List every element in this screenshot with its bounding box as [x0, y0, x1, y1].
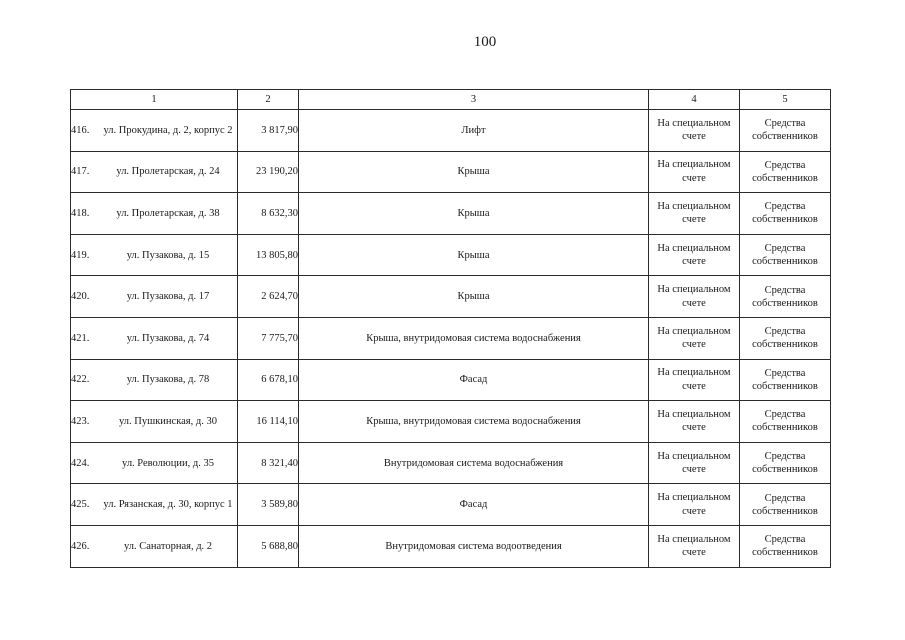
address-cell: [71, 401, 238, 443]
cost-cell: 13 805,80: [238, 234, 299, 276]
address: ул. Прокудина, д. 2, корпус 2: [103, 124, 233, 136]
cost-cell: 5 688,80: [238, 525, 299, 567]
header-col-1: 1: [71, 90, 238, 110]
cost-cell: 23 190,20: [238, 151, 299, 193]
address: ул. Пузакова, д. 15: [126, 249, 210, 261]
table-row: [71, 442, 831, 484]
account-cell: На специальном счете: [649, 317, 740, 359]
funding-source-cell: Средства собственников: [740, 193, 831, 235]
funding-source-cell: Средства собственников: [740, 110, 831, 152]
work-type-cell: Крыша: [299, 151, 649, 193]
work-type-cell: Внутридомовая система водоотведения: [299, 525, 649, 567]
cost-cell: 7 775,70: [238, 317, 299, 359]
row-number: 421.: [71, 332, 90, 344]
address-cell: [71, 234, 238, 276]
account-cell: На специальном счете: [649, 234, 740, 276]
funding-source-cell: Средства собственников: [740, 525, 831, 567]
row-number: 417.: [71, 166, 90, 178]
account-cell: На специальном счете: [649, 276, 740, 318]
table-row: [71, 193, 831, 235]
table-header: [71, 90, 831, 110]
row-number: 424.: [71, 457, 90, 469]
repair-register-table: [70, 89, 831, 568]
address: ул. Санаторная, д. 2: [123, 540, 213, 552]
header-col-5: 5: [740, 90, 831, 110]
address: ул. Пролетарская, д. 38: [116, 207, 220, 219]
table-row: [71, 317, 831, 359]
work-type-cell: Внутридомовая система водоснабжения: [299, 442, 649, 484]
address: ул. Пролетарская, д. 24: [116, 166, 220, 178]
work-type-cell: Крыша: [299, 234, 649, 276]
row-number: 418.: [71, 207, 90, 219]
address: ул. Революции, д. 35: [122, 457, 214, 469]
table-row: [71, 484, 831, 526]
table-row: [71, 359, 831, 401]
funding-source-cell: Средства собственников: [740, 276, 831, 318]
funding-source-cell: Средства собственников: [740, 442, 831, 484]
table-row: [71, 110, 831, 152]
table-body: [71, 110, 831, 568]
row-number: 425.: [71, 499, 90, 511]
row-number: 423.: [71, 415, 90, 427]
account-cell: На специальном счете: [649, 151, 740, 193]
address-cell: [71, 193, 238, 235]
address: ул. Рязанская, д. 30, корпус 1: [103, 499, 233, 511]
account-cell: На специальном счете: [649, 359, 740, 401]
funding-source-cell: Средства собственников: [740, 234, 831, 276]
funding-source-cell: Средства собственников: [740, 401, 831, 443]
address-cell: [71, 525, 238, 567]
table-row: [71, 525, 831, 567]
table-row: [71, 276, 831, 318]
account-cell: На специальном счете: [649, 110, 740, 152]
row-number: 419.: [71, 249, 90, 261]
address: ул. Пузакова, д. 17: [126, 291, 210, 303]
header-col-2: 2: [238, 90, 299, 110]
work-type-cell: Крыша: [299, 276, 649, 318]
table-row: [71, 234, 831, 276]
address: ул. Пузакова, д. 74: [126, 332, 210, 344]
cost-cell: 6 678,10: [238, 359, 299, 401]
header-col-3: 3: [299, 90, 649, 110]
account-cell: На специальном счете: [649, 401, 740, 443]
work-type-cell: Крыша, внутридомовая система водоснабжения: [299, 401, 649, 443]
address-cell: [71, 276, 238, 318]
address-cell: [71, 484, 238, 526]
cost-cell: 3 589,80: [238, 484, 299, 526]
header-row: [71, 90, 831, 110]
work-type-cell: Лифт: [299, 110, 649, 152]
address: ул. Пушкинская, д. 30: [119, 415, 217, 427]
page-number: 100: [473, 34, 497, 50]
address-cell: [71, 317, 238, 359]
table-row: [71, 401, 831, 443]
address: ул. Пузакова, д. 78: [126, 374, 210, 386]
header-col-4: 4: [649, 90, 740, 110]
address-cell: [71, 359, 238, 401]
cost-cell: 2 624,70: [238, 276, 299, 318]
row-number: 416.: [71, 124, 90, 136]
account-cell: На специальном счете: [649, 442, 740, 484]
row-number: 420.: [71, 291, 90, 303]
row-number: 422.: [71, 374, 90, 386]
work-type-cell: Фасад: [299, 484, 649, 526]
work-type-cell: Крыша: [299, 193, 649, 235]
address-cell: [71, 442, 238, 484]
work-type-cell: Фасад: [299, 359, 649, 401]
account-cell: На специальном счете: [649, 193, 740, 235]
cost-cell: 8 632,30: [238, 193, 299, 235]
work-type-cell: Крыша, внутридомовая система водоснабжения: [299, 317, 649, 359]
account-cell: На специальном счете: [649, 484, 740, 526]
funding-source-cell: Средства собственников: [740, 151, 831, 193]
address-cell: [71, 151, 238, 193]
funding-source-cell: Средства собственников: [740, 484, 831, 526]
row-number: 426.: [71, 540, 90, 552]
funding-source-cell: Средства собственников: [740, 359, 831, 401]
address-cell: [71, 110, 238, 152]
cost-cell: 8 321,40: [238, 442, 299, 484]
table-row: [71, 151, 831, 193]
cost-cell: 16 114,10: [238, 401, 299, 443]
cost-cell: 3 817,90: [238, 110, 299, 152]
account-cell: На специальном счете: [649, 525, 740, 567]
funding-source-cell: Средства собственников: [740, 317, 831, 359]
